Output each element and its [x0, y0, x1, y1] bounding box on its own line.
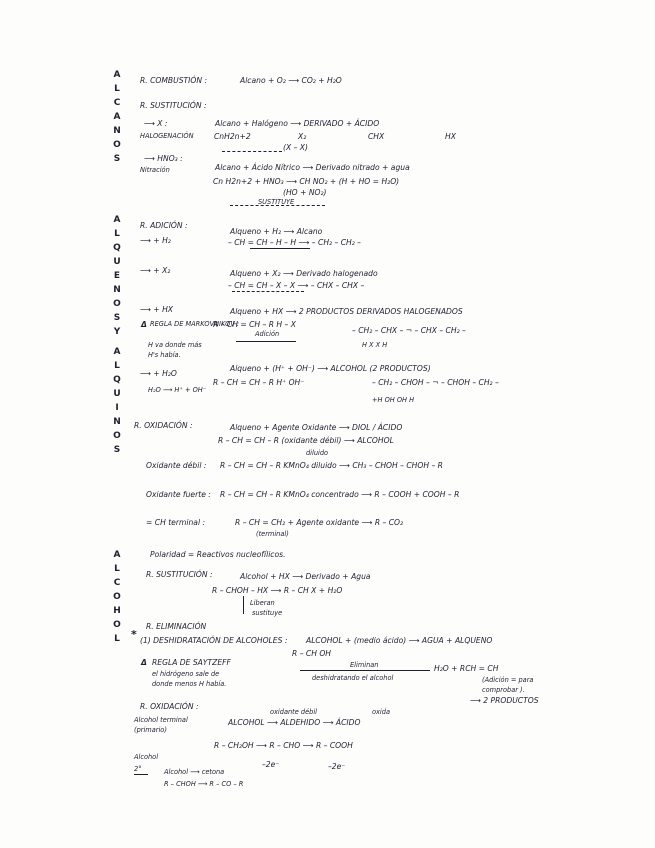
sidebar-alcanos: A L C A N O S: [113, 70, 121, 164]
eliminacion-note-1: (Adición = para: [482, 676, 534, 684]
halogenacion-bracket: (X – X): [283, 143, 308, 152]
terminal-equation: R – CH = CH₂ + Agente oxidante ⟶ R – CO₂: [235, 518, 404, 527]
x-arrow: ⟶ X :: [144, 119, 168, 128]
liberan-bracket: [243, 596, 244, 614]
eliminacion-label: R. ELIMINACIÓN: [146, 622, 207, 631]
debil-equation: R – CH = CH – R KMnO₄ diluido ⟶ CH₃ – CHOH – CHOH – R: [220, 461, 443, 470]
nitracion-label: Nitración: [140, 166, 170, 174]
alcohol-ox-arrow-2-label: oxida: [372, 708, 390, 716]
saytzeff-text-2: donde menos H había.: [152, 680, 227, 688]
x2-bracket: [232, 291, 304, 292]
combustion-equation: Alcano + O₂ ⟶ CO₂ + H₂O: [240, 76, 342, 85]
hno3-arrow: ⟶ HNO₃ :: [144, 154, 183, 163]
secundario-label: Alcohol: [134, 753, 159, 761]
sidebar-alquenos: A L Q U E N O S: [113, 215, 121, 323]
alcohol-ox-formula: R – CH₂OH ⟶ R – CHO ⟶ R – COOH: [214, 741, 353, 750]
halogenacion-chx: CHX: [368, 132, 385, 141]
alcohol-sust-detail: R – CHOH – HX ⟶ R – CH X + H₂O: [212, 586, 343, 595]
h2-bracket: [250, 248, 310, 249]
hx-detail: R – CH = CH – R H – X: [213, 320, 296, 329]
saytzeff-text-1: el hidrógeno sale de: [152, 670, 220, 678]
eliminacion-detail: R – CH OH: [292, 649, 332, 658]
eliminacion-equation: ALCOHOL + (medio ácido) ⟶ AGUA + ALQUENO: [306, 636, 493, 645]
halogenacion-hx: HX: [445, 132, 456, 141]
x2-equation: Alqueno + X₂ ⟶ Derivado halogenado: [230, 269, 378, 278]
h2o-product-labels: +H OH OH H: [372, 396, 415, 404]
regla-text-2: H's había.: [148, 351, 181, 359]
alcohol-ox-terminal: Alcohol terminal: [134, 716, 188, 724]
terminal-label: = CH terminal :: [146, 518, 206, 527]
regla-text-1: H va donde más: [148, 341, 202, 349]
nitracion-sub: (HO + NO₂): [283, 188, 327, 197]
sustituye-label: SUSTITUYE: [258, 198, 295, 206]
h2o-equation: Alqueno + (H⁺ + OH⁻) ⟶ ALCOHOL (2 PRODUCTOS): [230, 364, 431, 373]
liberan-label: Liberan: [250, 599, 275, 607]
halogenacion-formula: CnH2n+2: [214, 132, 251, 141]
terminal-sub: (terminal): [256, 530, 289, 538]
eliminacion-arrow-label: Eliminan: [350, 661, 379, 669]
sidebar-y: Y: [113, 327, 121, 337]
saytzeff-title: REGLA DE SAYTZEFF: [152, 658, 231, 667]
oxidacion-label: R. OXIDACIÓN :: [134, 421, 193, 430]
h2o-arrow: ⟶ + H₂O: [140, 369, 177, 378]
hx-arrow: ⟶ + HX: [140, 305, 173, 314]
fuerte-label: Oxidante fuerte :: [146, 490, 211, 499]
alcohol-ox-2e-1: –2e⁻: [262, 760, 280, 769]
secundario-underline: [134, 774, 148, 775]
x2-detail: – CH = CH – X – X ⟶ – CHX – CHX –: [228, 281, 365, 290]
hx-product-labels: H X X H: [362, 341, 388, 349]
alcohol-ox-label: R. OXIDACIÓN :: [140, 702, 199, 711]
h2o-note: H₂O ⟶ H⁺ + OH⁻: [148, 386, 207, 394]
oxidacion-equation: Alqueno + Agente Oxidante ⟶ DIOL / ÁCIDO: [230, 423, 403, 432]
polaridad-note: Polaridad = Reactivos nucleofílicos.: [150, 550, 286, 559]
secundario-label-2: 2°: [134, 765, 142, 773]
alcohol-ox-primario: (primario): [134, 726, 167, 734]
eliminacion-arrow: [300, 670, 430, 671]
h2-equation: Alqueno + H₂ ⟶ Alcano: [230, 227, 323, 236]
nitracion-header: Alcano + Ácido Nítrico ⟶ Derivado nitrado + agua: [215, 163, 410, 172]
sidebar-alcohol: A L C O H O L: [113, 550, 121, 644]
hx-bracket: [236, 341, 296, 342]
alcohol-sust-label: R. SUSTITUCIÓN :: [146, 570, 213, 579]
eliminacion-products: H₂O + RCH = CH: [434, 664, 499, 673]
eliminacion-title: (1) DESHIDRATACIÓN DE ALCOHOLES :: [140, 636, 288, 645]
halogenacion-x2: X₂: [298, 132, 307, 141]
alcohol-sust-equation: Alcohol + HX ⟶ Derivado + Agua: [240, 572, 371, 581]
fuerte-equation: R – CH = CH – R KMnO₄ concentrado ⟶ R – COOH + COOH – R: [220, 490, 460, 499]
sidebar-alquinos: A L Q U I N O S: [113, 347, 121, 455]
sustituye-alcohol-label: sustituye: [252, 609, 283, 617]
debil-label: Oxidante débil :: [146, 461, 207, 470]
h2o-products: – CH₂ – CHOH – ¬ – CHOH – CH₂ –: [372, 378, 499, 387]
regla-title: REGLA DE MARKOVNIKOV :: [150, 320, 240, 328]
x2-arrow: ⟶ + X₂: [140, 266, 171, 275]
hx-products: – CH₂ – CHX – ¬ – CHX – CH₂ –: [352, 326, 466, 335]
combustion-label: R. COMBUSTIÓN :: [140, 76, 208, 85]
oxidacion-detail: R – CH = CH – R (oxidante débil) ⟶ ALCOHOL: [218, 436, 394, 445]
eliminacion-deshidratando: deshidratando el alcohol: [312, 674, 394, 682]
halogenacion-label: HALOGENACIÓN: [140, 132, 194, 140]
sustitucion-label: R. SUSTITUCIÓN :: [140, 101, 207, 110]
eliminacion-note-2: comprobar ).: [482, 686, 525, 694]
secundario-line-1: Alcohol ⟶ cetona: [164, 768, 225, 776]
alcohol-ox-arrow-1-label: oxidante débil: [270, 708, 318, 716]
halogenacion-header: Alcano + Halógeno ⟶ DERIVADO + ÁCIDO: [215, 119, 380, 128]
nitracion-formula: Cn H2n+2 + HNO₃ ⟶ CH NO₂ + (H + HO = H₂O): [213, 177, 400, 186]
saytzeff-mark: Δ: [141, 658, 147, 667]
alcohol-ox-2e-2: –2e⁻: [328, 762, 346, 771]
oxidacion-sub: diluido: [306, 449, 329, 457]
h2-arrow: ⟶ + H₂: [140, 236, 171, 245]
eliminacion-star: *: [131, 628, 137, 641]
alcohol-ox-chain: ALCOHOL ⟶ ALDEHIDO ⟶ ÁCIDO: [228, 718, 361, 727]
halogenacion-dashed-line: [222, 151, 282, 152]
h2-detail: – CH = CH – H – H ⟶ – CH₂ – CH₂ –: [228, 238, 361, 247]
adicion-word: Adición: [255, 330, 280, 338]
secundario-line-2: R – CHOH ⟶ R – CO – R: [164, 780, 244, 788]
hx-equation: Alqueno + HX ⟶ 2 PRODUCTOS DERIVADOS HALOGENADOS: [230, 307, 463, 316]
adicion-label: R. ADICIÓN :: [140, 221, 188, 230]
eliminacion-2-productos: ⟶ 2 PRODUCTOS: [470, 696, 539, 705]
regla-mark: Δ: [141, 320, 147, 329]
h2o-detail: R – CH = CH – R H⁺ OH⁻: [213, 378, 305, 387]
